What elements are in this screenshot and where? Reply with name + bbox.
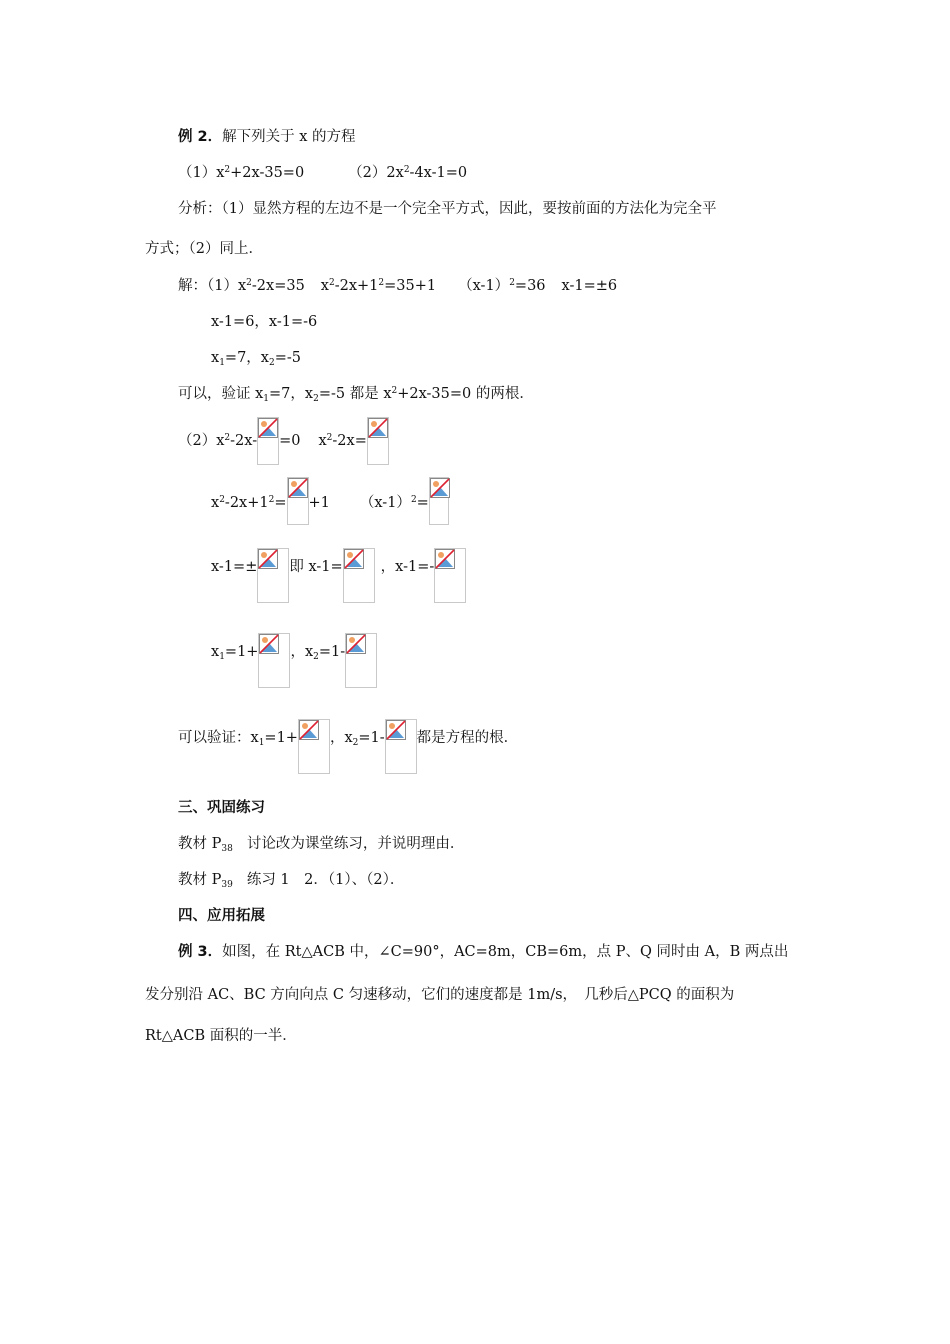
example3-line2: 发分别沿 AC、BC 方向向点 C 匀速移动，它们的速度都是 1m/s， 几秒后△PCQ 的面积为 <box>145 987 735 1003</box>
example3-label: 例 3． <box>178 944 223 960</box>
sup: 2 <box>224 433 231 443</box>
broken-image-icon <box>385 719 417 774</box>
t: 可以，验证 x <box>178 386 264 402</box>
t: 解：（1）x <box>178 278 247 294</box>
example2-heading-text: 解下列关于 x 的方程 <box>222 129 356 145</box>
solution2-line1 <box>178 431 389 465</box>
sup: 2 <box>509 278 515 288</box>
t: =-5 <box>274 350 301 366</box>
t: 如图，在 Rt△ACB 中，∠C=90°，AC=8m，CB=6m，点 P、Q 同时由 A，B 两点出 <box>222 944 789 960</box>
t: =1- <box>358 730 385 746</box>
sub: 1 <box>219 652 225 662</box>
broken-image-icon <box>257 417 279 465</box>
sub: 2 <box>313 652 319 662</box>
sub: 1 <box>258 738 265 748</box>
sup: 2 <box>403 165 410 175</box>
example3-line3: Rt△ACB 面积的一半． <box>145 1028 297 1044</box>
sup: 2 <box>391 386 398 396</box>
t: （2）x <box>178 433 225 449</box>
sub: 2 <box>268 358 275 368</box>
solution1-line1 <box>178 276 617 296</box>
section3-title: 三、巩固练习 <box>178 800 265 816</box>
t: x-1=± <box>211 559 258 575</box>
solution2-line2 <box>211 493 449 525</box>
t: 即 x-1= <box>289 559 343 575</box>
sub: 1 <box>263 394 270 404</box>
section3-line2 <box>178 870 404 890</box>
sub: 2 <box>313 394 319 404</box>
t: =35+1 <box>384 278 437 294</box>
verify2-line <box>178 728 518 774</box>
t: 都是方程的根． <box>416 730 519 746</box>
t: =1+ <box>224 644 259 660</box>
t: x <box>211 350 220 366</box>
t: 练习 1 2．（1）、（2）． <box>246 872 405 888</box>
broken-image-icon <box>257 548 289 603</box>
t: ，x <box>329 730 353 746</box>
sub: 2 <box>352 738 359 748</box>
t: = <box>274 495 287 511</box>
t: ，x <box>290 644 314 660</box>
broken-image-icon <box>287 477 309 525</box>
section4-title: 四、应用拓展 <box>178 908 265 924</box>
sup: 2 <box>410 495 417 505</box>
solution1-line2: x-1=6，x-1=-6 <box>211 314 318 330</box>
t: ，x-1=- <box>380 559 435 575</box>
sup: 2 <box>246 278 252 288</box>
equations-line <box>178 163 467 183</box>
t: =36 <box>514 278 546 294</box>
sup: 2 <box>268 495 275 505</box>
broken-image-icon <box>258 633 290 688</box>
t: +1 <box>308 495 330 511</box>
broken-image-icon <box>429 477 449 525</box>
broken-image-icon <box>298 719 330 774</box>
t: -2x=35 <box>251 278 305 294</box>
sup: 2 <box>224 165 231 175</box>
analysis-line1: 分析：（1）显然方程的左边不是一个完全平方式，因此，要按前面的方法化为完全平 <box>178 201 717 217</box>
t: 教材 P <box>178 872 222 888</box>
t: x-1=±6 <box>561 278 618 294</box>
t: = <box>416 495 429 511</box>
t: -2x+1 <box>224 495 269 511</box>
t: 讨论改为课堂练习，并说明理由． <box>246 836 465 852</box>
t: +2x-35=0 的两根． <box>397 386 534 402</box>
verify1-line <box>178 384 534 404</box>
example2-label: 例 2． <box>178 129 223 145</box>
analysis-line2: 方式；（2）同上． <box>145 241 263 257</box>
t: x <box>211 644 220 660</box>
sup: 2 <box>326 433 333 443</box>
t: 教材 P <box>178 836 222 852</box>
t: 可以验证：x <box>178 730 259 746</box>
t: x <box>318 433 327 449</box>
sub: 39 <box>221 880 233 890</box>
solution2-line4 <box>211 642 377 688</box>
solution2-line3 <box>211 557 466 603</box>
t: -2x= <box>332 433 367 449</box>
eq2-rest: -4x-1=0 <box>409 165 468 181</box>
eq2-prefix: （2）2x <box>348 165 404 181</box>
sub: 38 <box>221 844 233 854</box>
broken-image-icon <box>434 548 466 603</box>
t: =1- <box>318 644 346 660</box>
t: x <box>211 495 220 511</box>
broken-image-icon <box>345 633 377 688</box>
t: x <box>320 278 329 294</box>
section3-line1 <box>178 834 464 854</box>
t: =7，x <box>224 350 269 366</box>
example3-line1 <box>178 942 788 962</box>
broken-image-icon <box>367 417 389 465</box>
sup: 2 <box>378 278 385 288</box>
t: -2x+1 <box>334 278 379 294</box>
t: =0 <box>279 433 301 449</box>
t: （x-1） <box>458 278 510 294</box>
t: （x-1） <box>359 495 411 511</box>
t: -2x- <box>230 433 258 449</box>
t: =7，x <box>269 386 314 402</box>
broken-image-icon <box>343 548 375 603</box>
sup: 2 <box>328 278 335 288</box>
eq1-rest: +2x-35=0 <box>230 165 305 181</box>
sub: 1 <box>219 358 225 368</box>
sup: 2 <box>219 495 225 505</box>
example2-heading-line <box>178 127 356 147</box>
t: =-5 都是 x <box>318 386 392 402</box>
solution1-line3 <box>211 348 301 368</box>
eq1-prefix: （1）x <box>178 165 225 181</box>
t: =1+ <box>264 730 298 746</box>
